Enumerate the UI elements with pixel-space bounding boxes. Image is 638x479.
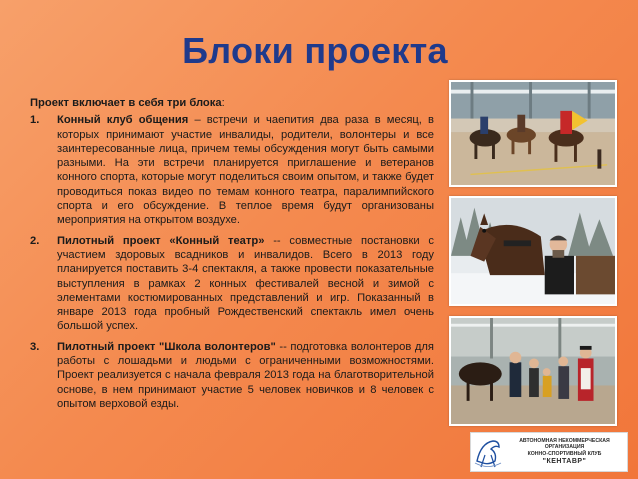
item-number: 3. <box>30 340 40 353</box>
photo-winter-horse <box>449 196 617 306</box>
intro-bold: Проект включает в себя три блока <box>30 97 222 109</box>
volunteers-group-illustration <box>451 318 615 424</box>
project-blocks-list <box>30 113 434 411</box>
arena-riders-illustration <box>451 82 615 185</box>
photo-arena-riders <box>449 80 617 187</box>
item-text: -- подготовка волонтеров для работы с лошадьми и людьми с ограниченными возможностями. Проект реализуется с начала февраля 2013 года на благотворительной основе, в нем принимают участие 5 человек новичков и 8 человек с опытом верховой езды. <box>57 340 434 410</box>
item-heading: Конный клуб общения <box>57 114 189 127</box>
logo-text <box>505 438 627 466</box>
item-text: -- совместные постановки с участием здоровых всадников и инвалидов. Всего в 2013 году планируется поставить 3-4 спектакля, а также провести показательные выступления в рамках 2 конных фестивалей весной и зимой с элементами костюмированных представлений и игр. Показанный в январе 2013 года пробный Рождественский спектакль имел очень большой успех. <box>57 234 434 333</box>
centaur-logo-icon <box>471 433 505 471</box>
item-number: 1. <box>30 114 40 127</box>
item-heading: Пилотный проект «Конный театр» <box>57 234 265 247</box>
slide-body <box>30 96 434 417</box>
item-number: 2. <box>30 234 40 247</box>
list-item <box>30 234 434 334</box>
club-logo <box>470 432 628 472</box>
intro-rest: : <box>221 97 225 109</box>
logo-line-club-type: КОННО-СПОРТИВНЫЙ КЛУБ <box>527 450 602 457</box>
intro-line <box>30 96 434 110</box>
winter-horse-illustration <box>451 198 615 304</box>
slide-title: Блоки проекта <box>182 30 448 71</box>
logo-line-organization: АВТОНОМНАЯ НЕКОММЕРЧЕСКАЯ ОРГАНИЗАЦИЯ <box>519 437 610 451</box>
list-item <box>30 340 434 411</box>
item-text: – встречи и чаепития два раза в месяц, в которых принимают участие инвалиды, родители, волонтеры и все заинтересованные лица, причем темы обсуждения могут быть самыми разными. На эти встречи планируется приглашение и ветеранов конного спорта, которые могут поделиться своим опытом, и также будет проводиться показ видео по темам конного театра, паралимпийского спорта и его обсуждение. В теплое время будут организованы мероприятия на открытом воздухе. <box>57 114 434 227</box>
logo-line-club-name: "КЕНТАВР" <box>542 458 587 466</box>
list-item <box>30 113 434 227</box>
item-heading: Пилотный проект "Школа волонтеров" <box>57 340 276 353</box>
photo-volunteers-group <box>449 316 617 426</box>
